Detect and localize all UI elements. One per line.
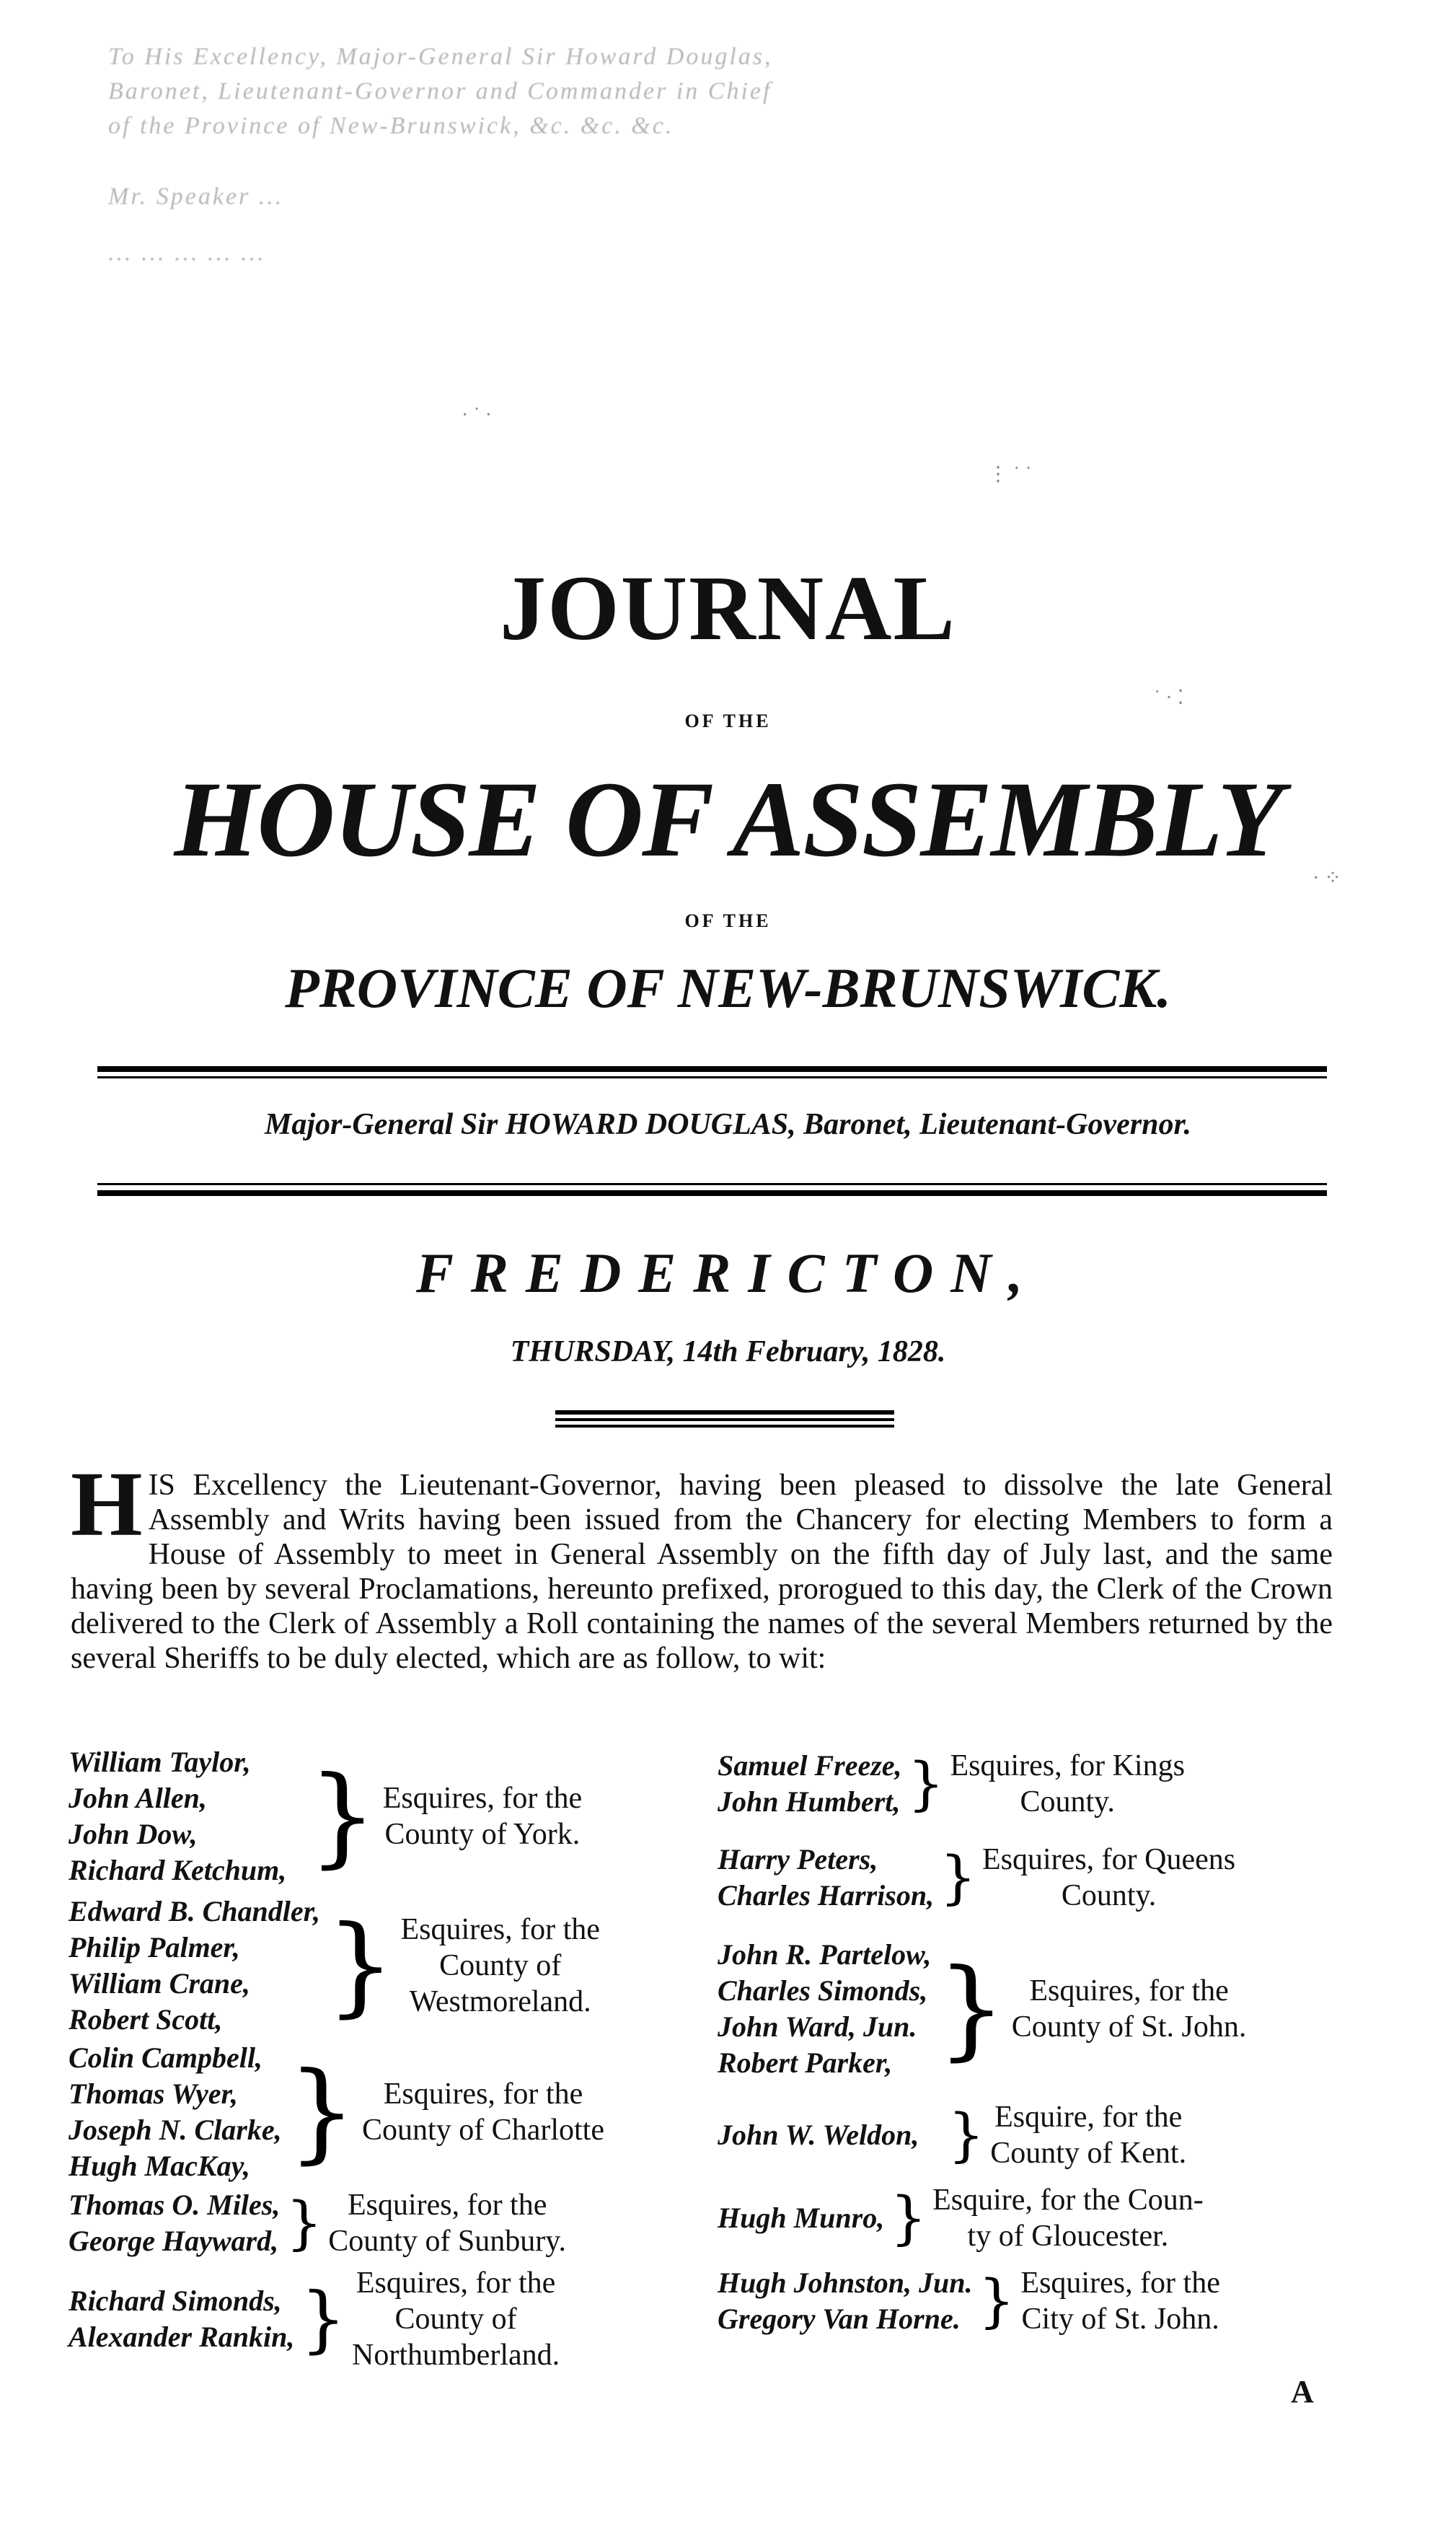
county-line: County of York.	[384, 1818, 581, 1851]
county-description	[950, 1748, 1184, 1820]
county-description	[932, 2182, 1204, 2254]
member-name: Robert Scott,	[69, 2003, 223, 2036]
member-name: Colin Campbell,	[69, 2041, 262, 2074]
member-name: Charles Harrison,	[718, 1879, 935, 1912]
member-group-kings	[718, 1748, 1185, 1820]
brace-icon: }	[308, 1754, 377, 1879]
ornamental-rule	[555, 1410, 894, 1415]
brace-icon: }	[907, 1750, 945, 1817]
brace-icon: }	[978, 2267, 1015, 2334]
county-description	[982, 1842, 1235, 1914]
county-line: Esquires, for the	[347, 2189, 547, 2222]
member-names	[718, 2200, 884, 2236]
county-line: County of Charlotte	[362, 2114, 604, 2147]
county-line: County of Sunbury.	[328, 2225, 567, 2258]
member-group-charlotte	[69, 2040, 604, 2184]
member-name: John Allen,	[69, 1782, 207, 1814]
ink-speck: · ⁘	[1312, 867, 1341, 889]
county-line: Esquires, for the	[382, 1782, 583, 1815]
journal-title: JOURNAL	[500, 557, 956, 659]
member-name: Hugh Munro,	[718, 2202, 885, 2234]
member-name: Harry Peters,	[718, 1843, 878, 1876]
date-line: THURSDAY, 14th February, 1828.	[510, 1335, 946, 1368]
county-line: Westmoreland.	[409, 1985, 591, 2018]
member-name: George Hayward,	[69, 2225, 279, 2257]
of-the-label: OF THE	[684, 711, 772, 731]
member-name: Gregory Van Horne.	[718, 2303, 961, 2335]
member-name: Charles Simonds,	[718, 1974, 928, 2007]
county-line: County.	[1061, 1879, 1157, 1912]
member-name: Edward B. Chandler,	[69, 1895, 321, 1927]
brace-icon: }	[940, 1844, 977, 1911]
bleed-through-text	[108, 40, 1046, 271]
county-line: County of	[394, 2303, 517, 2336]
member-name: Alexander Rankin,	[69, 2321, 295, 2353]
brace-icon: }	[948, 2101, 985, 2168]
divider-rule	[97, 1183, 1327, 1185]
member-group-gloucester	[718, 2182, 1204, 2254]
member-names	[69, 2187, 280, 2259]
county-description	[328, 2187, 566, 2259]
county-line: Esquire, for the Coun-	[932, 2184, 1204, 2217]
of-the-label: OF THE	[684, 910, 772, 931]
county-line: Esquires, for the	[400, 1913, 600, 1946]
place-heading: FREDERICTON,	[415, 1241, 1041, 1304]
ink-speck: ˙ · ⁚	[1154, 687, 1184, 709]
member-group-york	[69, 1744, 582, 1888]
drop-cap: H	[71, 1453, 143, 1555]
county-description	[990, 2099, 1186, 2171]
member-name: Thomas O. Miles,	[69, 2189, 281, 2221]
county-line: Esquires, for the	[383, 2077, 583, 2111]
member-names	[69, 1894, 320, 2038]
county-description	[383, 1780, 582, 1852]
member-group-queens	[718, 1842, 1235, 1914]
brace-icon: }	[890, 2184, 927, 2251]
county-line: City of St. John.	[1021, 2303, 1219, 2336]
page-signature: A	[1291, 2374, 1314, 2409]
member-name: Joseph N. Clarke,	[69, 2114, 282, 2146]
member-name: Robert Parker,	[718, 2046, 893, 2079]
member-name: John Humbert,	[718, 1785, 901, 1818]
member-name: Philip Palmer,	[69, 1931, 240, 1964]
member-group-sunbury	[69, 2187, 566, 2259]
county-line: Esquires, for the	[1020, 2266, 1220, 2300]
county-line: Esquire, for the	[994, 2101, 1183, 2134]
member-names	[718, 1937, 931, 2081]
ink-speck: ⋮ ˙ ˙	[988, 463, 1032, 485]
ornamental-rule	[555, 1418, 894, 1421]
member-name: Samuel Freeze,	[718, 1749, 902, 1782]
county-description	[362, 2076, 604, 2148]
member-group-westmoreland	[69, 1894, 600, 2038]
member-group-kent	[718, 2099, 1186, 2171]
member-name: Hugh Johnston, Jun.	[718, 2266, 973, 2299]
brace-icon: }	[286, 2189, 323, 2256]
bleed-line: of the Province of New-Brunswick, &c. &c. &c.	[108, 113, 674, 139]
member-name: Hugh MacKay,	[69, 2150, 250, 2182]
bleed-line: To His Excellency, Major-General Sir Howard Douglas,	[108, 43, 773, 70]
ink-speck: · ˙ ·	[462, 404, 492, 426]
county-line: Northumberland.	[352, 2339, 560, 2372]
county-line: County of	[439, 1949, 562, 1982]
county-line: ty of Gloucester.	[967, 2220, 1169, 2253]
member-name: John W. Weldon,	[718, 2119, 919, 2151]
member-name: Richard Ketchum,	[69, 1854, 287, 1886]
member-names	[718, 2265, 973, 2337]
member-names	[718, 1842, 934, 1914]
member-group-st-john-county	[718, 1937, 1246, 2081]
member-names	[69, 2283, 294, 2355]
bleed-line: ... ... ... ... ...	[108, 239, 266, 266]
paragraph-text: IS Excellency the Lieutenant-Governor, having been pleased to dissolve the late General Assembly and Writs having been issued from the Chancery for electing Members to form a House of Assembly to meet in General Assembly on the fifth day of July last, and the same having been by several Proclamations, hereunto prefixed, prorogued to this day, the Clerk of the Crown delivered to the Clerk of Assembly a Roll containing the names of the several Members returned by the several Sheriffs to be duly elected, which are as follow, to wit:	[71, 1469, 1333, 1675]
county-description	[400, 1912, 599, 2020]
ornamental-rule	[555, 1425, 894, 1428]
member-name: John R. Partelow,	[718, 1938, 932, 1971]
member-name: Thomas Wyer,	[69, 2077, 238, 2110]
brace-icon: }	[287, 2049, 357, 2175]
member-names	[69, 1744, 286, 1888]
opening-paragraph	[71, 1453, 1333, 1676]
member-name: William Taylor,	[69, 1746, 251, 1778]
house-of-assembly-title: HOUSE OF ASSEMBLY	[174, 760, 1282, 879]
county-description	[352, 2265, 560, 2373]
province-title: PROVINCE OF NEW-BRUNSWICK.	[285, 957, 1171, 1019]
brace-icon: }	[937, 1946, 1006, 2072]
member-names	[718, 1748, 902, 1820]
county-line: County.	[1020, 1785, 1115, 1819]
county-description	[1020, 2265, 1219, 2337]
divider-rule	[97, 1076, 1327, 1078]
bleed-line: Mr. Speaker ...	[108, 183, 284, 210]
member-names	[69, 2040, 282, 2184]
county-line: Esquires, for Queens	[982, 1843, 1236, 1876]
county-line: Esquires, for Kings	[950, 1749, 1185, 1782]
governor-line: Major-General Sir HOWARD DOUGLAS, Baronet, Lieutenant-Governor.	[264, 1108, 1192, 1141]
divider-rule	[97, 1066, 1327, 1072]
county-line: County of St. John.	[1011, 2010, 1247, 2044]
county-line: Esquires, for the	[356, 2266, 556, 2300]
county-line: Esquires, for the	[1029, 1974, 1229, 2008]
member-name: John Ward, Jun.	[718, 2010, 917, 2043]
member-names	[718, 2117, 919, 2153]
bleed-line: Baronet, Lieutenant-Governor and Commander in Chief	[108, 78, 772, 105]
member-group-northumberland	[69, 2265, 560, 2373]
county-description	[1012, 1973, 1247, 2045]
brace-icon: }	[300, 2277, 347, 2361]
divider-rule	[97, 1190, 1327, 1196]
member-group-st-john-city	[718, 2265, 1220, 2337]
member-name: Richard Simonds,	[69, 2285, 282, 2317]
member-name: John Dow,	[69, 1818, 198, 1850]
county-line: County of Kent.	[990, 2137, 1187, 2170]
brace-icon: }	[326, 1903, 395, 2028]
member-name: William Crane,	[69, 1967, 250, 2000]
